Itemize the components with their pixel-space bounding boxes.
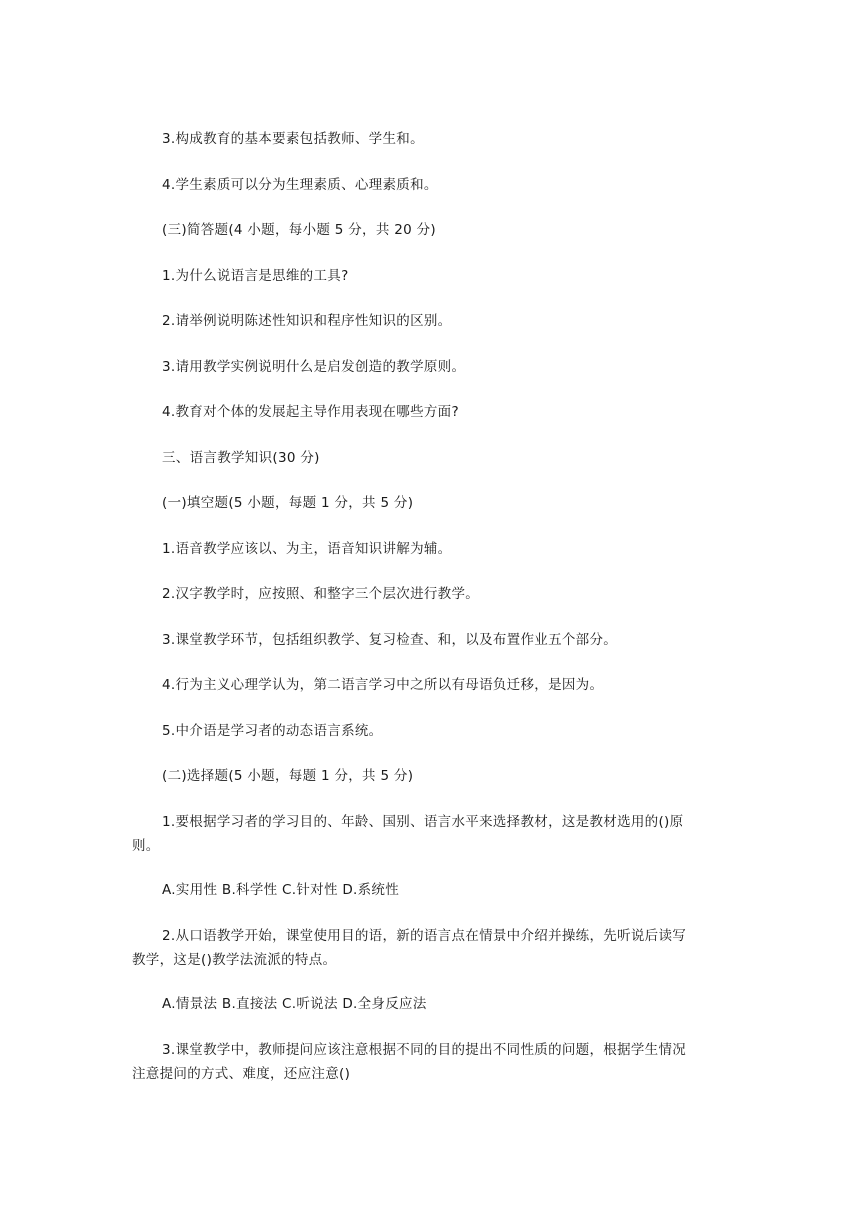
question-line: 注意提问的方式、难度，还应注意() — [132, 1066, 351, 1082]
section-heading: (三)简答题(4 小题，每小题 5 分，共 20 分) — [162, 222, 436, 238]
paragraph: 4.行为主义心理学认为，第二语言学习中之所以有母语负迁移，是因为。 — [162, 677, 604, 693]
answer-options: A.实用性 B.科学性 C.针对性 D.系统性 — [162, 882, 400, 898]
question-line: 2.从口语教学开始，课堂使用目的语，新的语言点在情景中介绍并操练，先听说后读写 — [162, 928, 687, 944]
question-line: 教学，这是()教学法流派的特点。 — [132, 952, 337, 968]
paragraph: 2.汉字教学时，应按照、和整字三个层次进行教学。 — [162, 586, 480, 602]
paragraph: 5.中介语是学习者的动态语言系统。 — [162, 723, 383, 739]
paragraph: 3.请用教学实例说明什么是启发创造的教学原则。 — [162, 359, 466, 375]
question-line: 则。 — [132, 838, 160, 854]
paragraph: 4.教育对个体的发展起主导作用表现在哪些方面? — [162, 404, 459, 420]
paragraph: 3.构成教育的基本要素包括教师、学生和。 — [162, 131, 424, 147]
question-line: 1.要根据学习者的学习目的、年龄、国别、语言水平来选择教材，这是教材选用的()原 — [162, 814, 684, 830]
section-heading: (一)填空题(5 小题，每题 1 分，共 5 分) — [162, 495, 414, 511]
paragraph: 1.语音教学应该以、为主，语音知识讲解为辅。 — [162, 541, 452, 557]
paragraph: 3.课堂教学环节，包括组织教学、复习检查、和，以及布置作业五个部分。 — [162, 632, 618, 648]
section-heading: (二)选择题(5 小题，每题 1 分，共 5 分) — [162, 768, 414, 784]
answer-options: A.情景法 B.直接法 C.听说法 D.全身反应法 — [162, 996, 427, 1012]
question-line: 3.课堂教学中，教师提问应该注意根据不同的目的提出不同性质的问题，根据学生情况 — [162, 1042, 687, 1058]
section-heading: 三、语言教学知识(30 分) — [162, 450, 320, 466]
paragraph: 2.请举例说明陈述性知识和程序性知识的区别。 — [162, 313, 452, 329]
paragraph: 1.为什么说语言是思维的工具? — [162, 268, 349, 284]
paragraph: 4.学生素质可以分为生理素质、心理素质和。 — [162, 177, 438, 193]
